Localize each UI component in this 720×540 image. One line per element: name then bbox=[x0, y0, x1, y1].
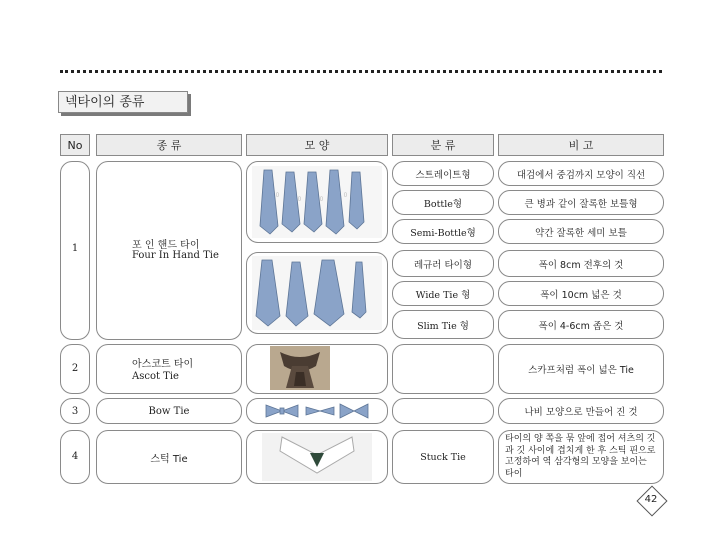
row1-sub4-category: 레규러 타이형 bbox=[392, 250, 494, 277]
row3-bowtie-photo bbox=[262, 401, 372, 421]
header-no: No bbox=[60, 134, 90, 156]
row4-no: 4 bbox=[71, 451, 79, 462]
row1-no: 1 bbox=[71, 243, 79, 254]
row1-name-ko: 포 인 핸드 타이 bbox=[132, 240, 200, 251]
row1-sub2-note: 큰 병과 같이 잘록한 보틀형 bbox=[498, 190, 664, 215]
row1-ties-photo-bottom bbox=[252, 256, 382, 330]
row3-no: 3 bbox=[71, 406, 79, 417]
row1-sub5-category: Wide Tie 형 bbox=[392, 281, 494, 306]
row1-sub3-note: 약간 잘록한 세미 보틀 bbox=[498, 219, 664, 244]
svg-text:▯: ▯ bbox=[298, 196, 301, 202]
row4-note: 타이의 양 쪽을 묶 앞에 접어 셔츠의 깃과 깃 사이에 겹치게 한 후 스틱 핀으로 고정하여 역 삼각형의 모양을 보이는 타이 bbox=[498, 430, 664, 484]
row4-category: Stuck Tie bbox=[392, 430, 494, 484]
row4-stuck-tie-photo bbox=[262, 433, 372, 481]
row1-sub3-category: Semi-Bottle형 bbox=[392, 219, 494, 244]
row1-sub6-category: Slim Tie 형 bbox=[392, 310, 494, 339]
row1-ties-photo-top bbox=[252, 166, 382, 238]
row4-name: 스턱 Tie bbox=[96, 430, 242, 484]
row1-sub1-category: 스트레이트형 bbox=[392, 161, 494, 186]
dotted-divider bbox=[60, 70, 662, 73]
row1-sub2-category: Bottle형 bbox=[392, 190, 494, 215]
slide-title: 넥타이의 종류 bbox=[58, 91, 188, 113]
svg-text:▯: ▯ bbox=[320, 196, 323, 202]
header-category: 분 류 bbox=[392, 134, 494, 156]
row3-note: 나비 모양으로 만들어 진 것 bbox=[498, 398, 664, 424]
header-shape: 모 양 bbox=[246, 134, 388, 156]
row1-sub4-note: 폭이 8cm 전후의 것 bbox=[498, 250, 664, 277]
row1-sub5-note: 폭이 10cm 넓은 것 bbox=[498, 281, 664, 306]
row2-name-ko: 아스코트 타이 bbox=[132, 359, 194, 370]
row2-note: 스카프처럼 폭이 넓은 Tie bbox=[498, 344, 664, 394]
header-note: 비 고 bbox=[498, 134, 664, 156]
svg-text:▯: ▯ bbox=[276, 192, 279, 198]
row3-category-cell bbox=[392, 398, 494, 424]
row2-ascot-photo bbox=[270, 346, 330, 390]
row1-sub1-note: 대검에서 중검까지 모양이 직선 bbox=[498, 161, 664, 186]
row2-no: 2 bbox=[71, 363, 79, 374]
page-number: 42 bbox=[644, 494, 658, 505]
svg-text:▯: ▯ bbox=[344, 192, 347, 198]
row3-name: Bow Tie bbox=[96, 398, 242, 424]
row1-sub6-note: 폭이 4-6cm 좁은 것 bbox=[498, 310, 664, 339]
row1-name-en: Four In Hand Tie bbox=[132, 250, 219, 261]
header-kind: 종 류 bbox=[96, 134, 242, 156]
row2-name-en: Ascot Tie bbox=[132, 371, 179, 382]
row2-category-cell bbox=[392, 344, 494, 394]
